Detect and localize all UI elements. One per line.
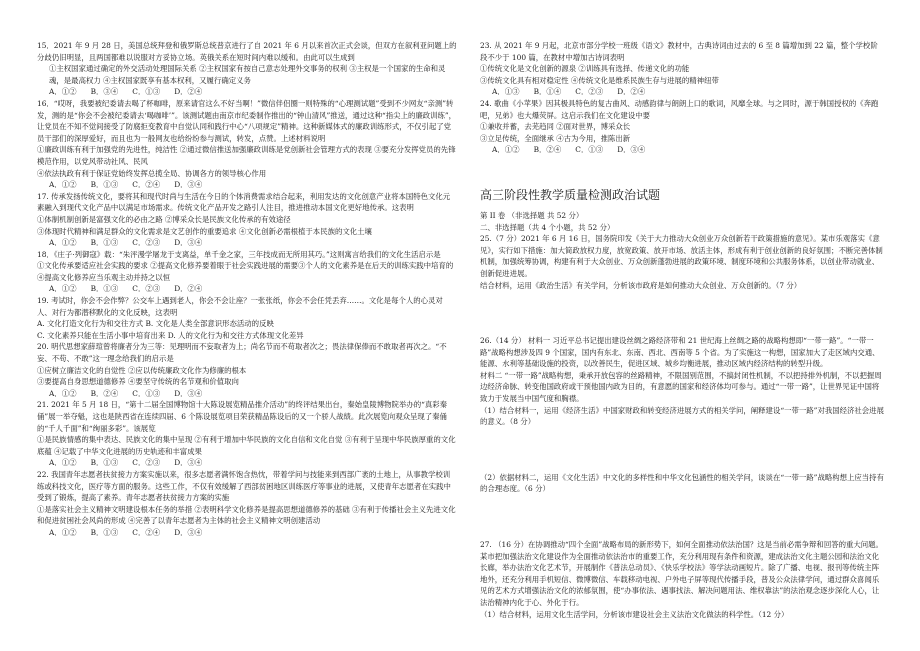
question-text-q26d: （2）依据材料二，运用《文化生活》中文化的多样性和中华文化包涵性的相关学问，谈谈在“一带一路”战略构想上应当持有的合理态度。（6 分） — [480, 472, 884, 494]
question-text-q23b: ③传统文化具有相对稳定性 ④传统文化是维系民族生存与进展的精神纽带 — [480, 75, 719, 85]
question-text-q27: 27. （16 分）在协调推动“四个全面”战略布局的新形势下，如何全面推动依法治国？这是当前必需争辩和回答的重大问题。某市把加强法治文化建设作为全面推动依法治市的重要工作，充分利用现有条件和资源，建成法治文化主题公园和法治文化长廊，举办法治文化艺术节，开展制作《普法总动员》、《快乐学校法》等学法动画短片。除了广播、电视、报刊等传统主阵地外，还充分利用手机短信、微博微信、车载移动电视、户外电子屏等现代传播手段，普及公众法律学问，通过群众喜闻乐见的艺术方式增强法治文化的浓郁氛围，使“办事依法、遇事找法、解决问题用法、维权靠法”的法治观念逐步深化人心，让法治精神内化于心、外化于行。 — [480, 540, 883, 607]
question-text-q16b: ④依法执政有利于保证党始终发挥总揽全局、协调各方的领导核心作用 — [37, 168, 267, 178]
question-text-q20a: ①应树立廉洁文化的自觉性 ②应以传统廉政文化作为修廉的根本 — [37, 365, 247, 375]
right-bottom-questions — [480, 233, 885, 620]
question-text-q15a: ①主权国家通过确定的外交活动处理国际关系 ②主权国家有按自己意志处理外交事务的权利 ③主权是一个国家的生命和灵魂，是最高权力 ④主权国家既享有基本权利，又履行确定义务 — [49, 64, 446, 85]
question-text-q24a: ①兼收并蓄，去芜趋同 ②面对世界，博采众长 — [480, 122, 631, 132]
question-text-q17b: ③体现时代精神和满足群众的文化需求是文艺创作的重要追求 ④文化创新必需根植于本民族的文化土壤 — [37, 226, 372, 236]
question-text-q18a: ①文化传承要适应社会实践的要求 ②提高文化修养要着眼于社会实践进展的需要③个人的文化素养是在后天的训练实践中培育的 ④提高文化修养应当乐观主动并持之以恒 — [37, 261, 454, 282]
question-text-q23: 23. 从 2021 年 9 月起，北京市部分学校一班级《语文》教材中，古典诗词由过去的 6 至 8 篇增加到 22 篇，整个学校阶段不少于 100 篇，在教材中增加古诗词表明 — [480, 41, 878, 62]
question-text-q18: 18．《庄子·列御寇》载：“朱泙漫学屠龙于支离益，单千金之家，三年技成而无所用其巧。”这则寓言给我们的文化生活启示是 — [37, 249, 441, 259]
question-text-q16: 16．“哎呀，我要被纪委请去喝了杯咖啡，原来请官这么不好当啊！”微信伴侣圈一则特殊的“心理测试题”受到不少网友“亲测”转发，测的是“你会不会被纪委请去‘喝咖啡’”。该测试题由南京市纪委制作推出的“钟山清风”推送，通过这种“指尖上的廉政训练”，让党员在不知不觉间接受了防腐拒变教育中自觉认同和践行中心“八项规定”精神。这种新媒体式的廉政训练形式，不仅引起了党员干部们的深厚爱好，而且也为一般网友也给纷纷参与测试，转发，点赞。上述材料说明 — [37, 98, 457, 143]
answer-options-q23o: A．①③ B．①④ C．②③ D．②④ — [492, 87, 646, 97]
question-text-q21: 21. 2021 年 5 月 18 日，“第十二届全国博物馆十大陈设展览精品推介活动”的终评结果出台，秦始皇陵博物院举办的“真彩秦俑”展一举夺魁，这也是陕西省在连续四届、6 个陈设展览项目荣获精品陈设后的又一个骄人战绩。此次展览向观众呈现了秦俑的“千人千面”和“绚丽多彩”。该展览 — [37, 400, 448, 433]
question-text-q26b: 材料二 “一带一路”战略构想，秉承开放包容的丝路精神，不限国别范围，不搞封闭性机制，不以把持排外机制，不以把握周边经济命脉、转变他国政府或干预他国内政为目的，有意愿的国家和经济体均可参与。通过“一带一路”，让世界见证中国将致力于发展当中国气度和胸襟。 — [480, 370, 882, 404]
answer-options-q22o: A．①② B．①③ C．②④ D．③④ — [49, 527, 203, 537]
question-text-q23a: ①传统文化是文化创新的源泉 ②训练具有选择、传递文化的功能 — [480, 64, 690, 74]
answer-options-q21o: A．①② B．①③ C．②③ D．③④ — [49, 458, 203, 468]
question-text-q20: 20. 明代思想家薛瑄曾将廉者分为三等：见理明而不妄取者为上；尚名节而不苟取者次之；畏法律保俸而不敢取者再次之。“不妄、不苟、不敢”这一理念给我们的启示是 — [37, 342, 447, 364]
question-text-q20b: ③要提高自身思想道德修养 ④要坚守传统的名节观和价值取向 — [37, 377, 239, 387]
question-text-q19a: A. 文化打造文化行为和交往方式 B. 文化是人类全部意识形态活动的反映 — [37, 319, 274, 329]
exam-title: 高三阶段性教学质量检测政治试题 — [480, 187, 661, 202]
answer-options-q16o: A．①② B．①③ C．②④ D．③④ — [49, 180, 203, 190]
question-text-q21a: ①是民族情感的集中表达、民族文化的集中呈现 ②有利于增加中华民族的文化自信和文化自觉 ③有利于呈现中华民族厚重的文化底蕴 ④记载了中华文化进展的历史轨迹和丰富成果 — [37, 435, 456, 456]
answer-options-q24o: A．①② B．②④ C．①③ D．③④ — [492, 145, 646, 155]
question-text-q24: 24. 歌曲《小苹果》因其极具特色的复古曲风、动感韵律与朗朗上口的歌词，风靡全球。与之同时，源于韩国授权的《奔跑吧，兄弟》也大爆荧屏。这启示我们在文化建设中要 — [480, 98, 879, 120]
right-top-questions — [480, 40, 885, 156]
question-text-q26: 26.（14 分） 材料一 习近平总书记提出建设丝绸之路经济带和 21 世纪海上丝绸之路的战略构想即“一带一路”。“一带一路”战略构想涉及四 9 个国家，国内有东北、东南、西北、西南等 5 个省。为了实施这一构想，国家加大了走区域内交通、能源、水利等基础设施的投资，以改善民生，促进区域、城乡均衡进展，推动区域内经济结构的转型升级。 — [480, 336, 880, 369]
right-column — [480, 40, 885, 620]
question-text-q19b: C. 文化素养只能在生活小事中培育出来 D. 人的文化行为和交往方式体现文化差异 — [37, 330, 304, 340]
answer-space — [480, 291, 885, 335]
answer-space — [480, 428, 885, 472]
section-2-heading: 二、非选择题（共 4 个小题，共 52 分） — [480, 222, 615, 232]
answer-options-q20o: A．①② B．②④ C．①③ D．③④ — [49, 388, 203, 398]
question-text-q15: 15．2021 年 9 月 28 日，美国总统拜登和俄罗斯总统普京进行了自 2021 年 6 月以来首次正式会谈，但双方在叙利亚问题上的分歧仍旧明显，且两国都难以说服对方妥协立场。英俄关系在短时间内难以缓和。由此可以生成到 — [37, 41, 457, 62]
answer-options-q18o: A．①② B．①③ C．②③ D．②④ — [49, 284, 203, 294]
question-text-q26c: （1）结合材料一，运用《经济生活》中国家财政和转变经济进展方式的相关学问，阐释建设“一带一路”对我国经济社会进展的意义。（8 分） — [480, 405, 884, 427]
question-text-q19: 19. 考试时，你会不会作弊？公交车上遇到老人，你会不会让座？一张张纸，你会不会任凭丢弃……。文化是每个人的心灵对人、对行为都潜移默化的文化反映，这表明 — [37, 296, 443, 317]
left-column — [37, 40, 457, 539]
question-text-q17a: ①体制机制创新是富强文化的必由之路 ②博采众长是民族文化传承的有效途径 — [37, 214, 291, 224]
question-text-q17: 17. 传承发扬传统文化，要将其和现代时尚与生活在今日的个体消费需求结合起来，利用发达的文化创意产业将本国特色文化元素融入到现代文化产品中以满足市场需求。传统文化产品开发之路引人注目，推进推动本国文化更好地传承。这表明 — [37, 191, 451, 213]
answer-options-q17o: A．①② B．①③ C．②③ D．③④ — [49, 238, 203, 248]
question-text-q27b: （1）结合材料，运用文化生活学问，分析该市建设社会主义法治文化做法的科学性。（12 分） — [480, 609, 789, 619]
question-text-q25: 25.（7 分）2021 年 6 月 16 日，国务院印发《关于大力推动大众创业万众创新若干政策措施的意见》。某市乐观落实《意见》，实行如下措施：加大简政放权力度，放宽政策、放开市场、放活主体，形成有利于创业创新的良好氛围；不断完善体制机制，加强统筹协调，构建有利于大众创业、万众创新蓬勃进展的政策环境、制度环境和公共服务体系，以创业带动就业、创新促进进展。 — [480, 234, 883, 278]
question-text-q22a: ①是落实社会主义精神文明建设根本任务的举措 ②表明科学文化修养是提高思想道德修养的基础 ③有利于传播社会主义先进文化和促进贫困社会风尚的形成 ④完善了以青年志愿者为主体的社会主义精神文明创建活动 — [37, 504, 456, 526]
volume-2-heading: 第 II 卷 （非选择题 共 52 分） — [480, 210, 584, 220]
answer-options-q15o: A．①② B．③④ C．①③ D．②④ — [49, 87, 203, 97]
answer-space — [480, 495, 885, 539]
question-text-q24b: ③立足传统，全面继承 ④古为今用，推陈出新 — [480, 133, 631, 143]
question-text-q16a: ①廉政训练有利于加强党的先进性，纯洁性 ②通过微信推送加强廉政训练是党创新社会管理方式的表现 ③要充分发挥党员的先锋模范作用，以党风带动社风、民风 — [37, 145, 456, 166]
question-text-q22: 22. 我国青年志愿者扶贫接力方案实施以来，很多志愿者满怀饱含热忱，带着学问与技能来到西部广袤的土地上，从事教学校训练或科技文化，医疗等方面的服务。这些工作，不仅有效缓解了西部贫困地区训练医疗等事业的进展，又使青年志愿者在实践中受到了锻炼，提高了素养。青年志愿者扶贫接力方案的实施 — [37, 469, 451, 503]
question-text-q25b: 结合材料，运用《政治生活》有关学问，分析该市政府是如何推动大众创业、万众创新的。（7 分） — [480, 280, 802, 290]
